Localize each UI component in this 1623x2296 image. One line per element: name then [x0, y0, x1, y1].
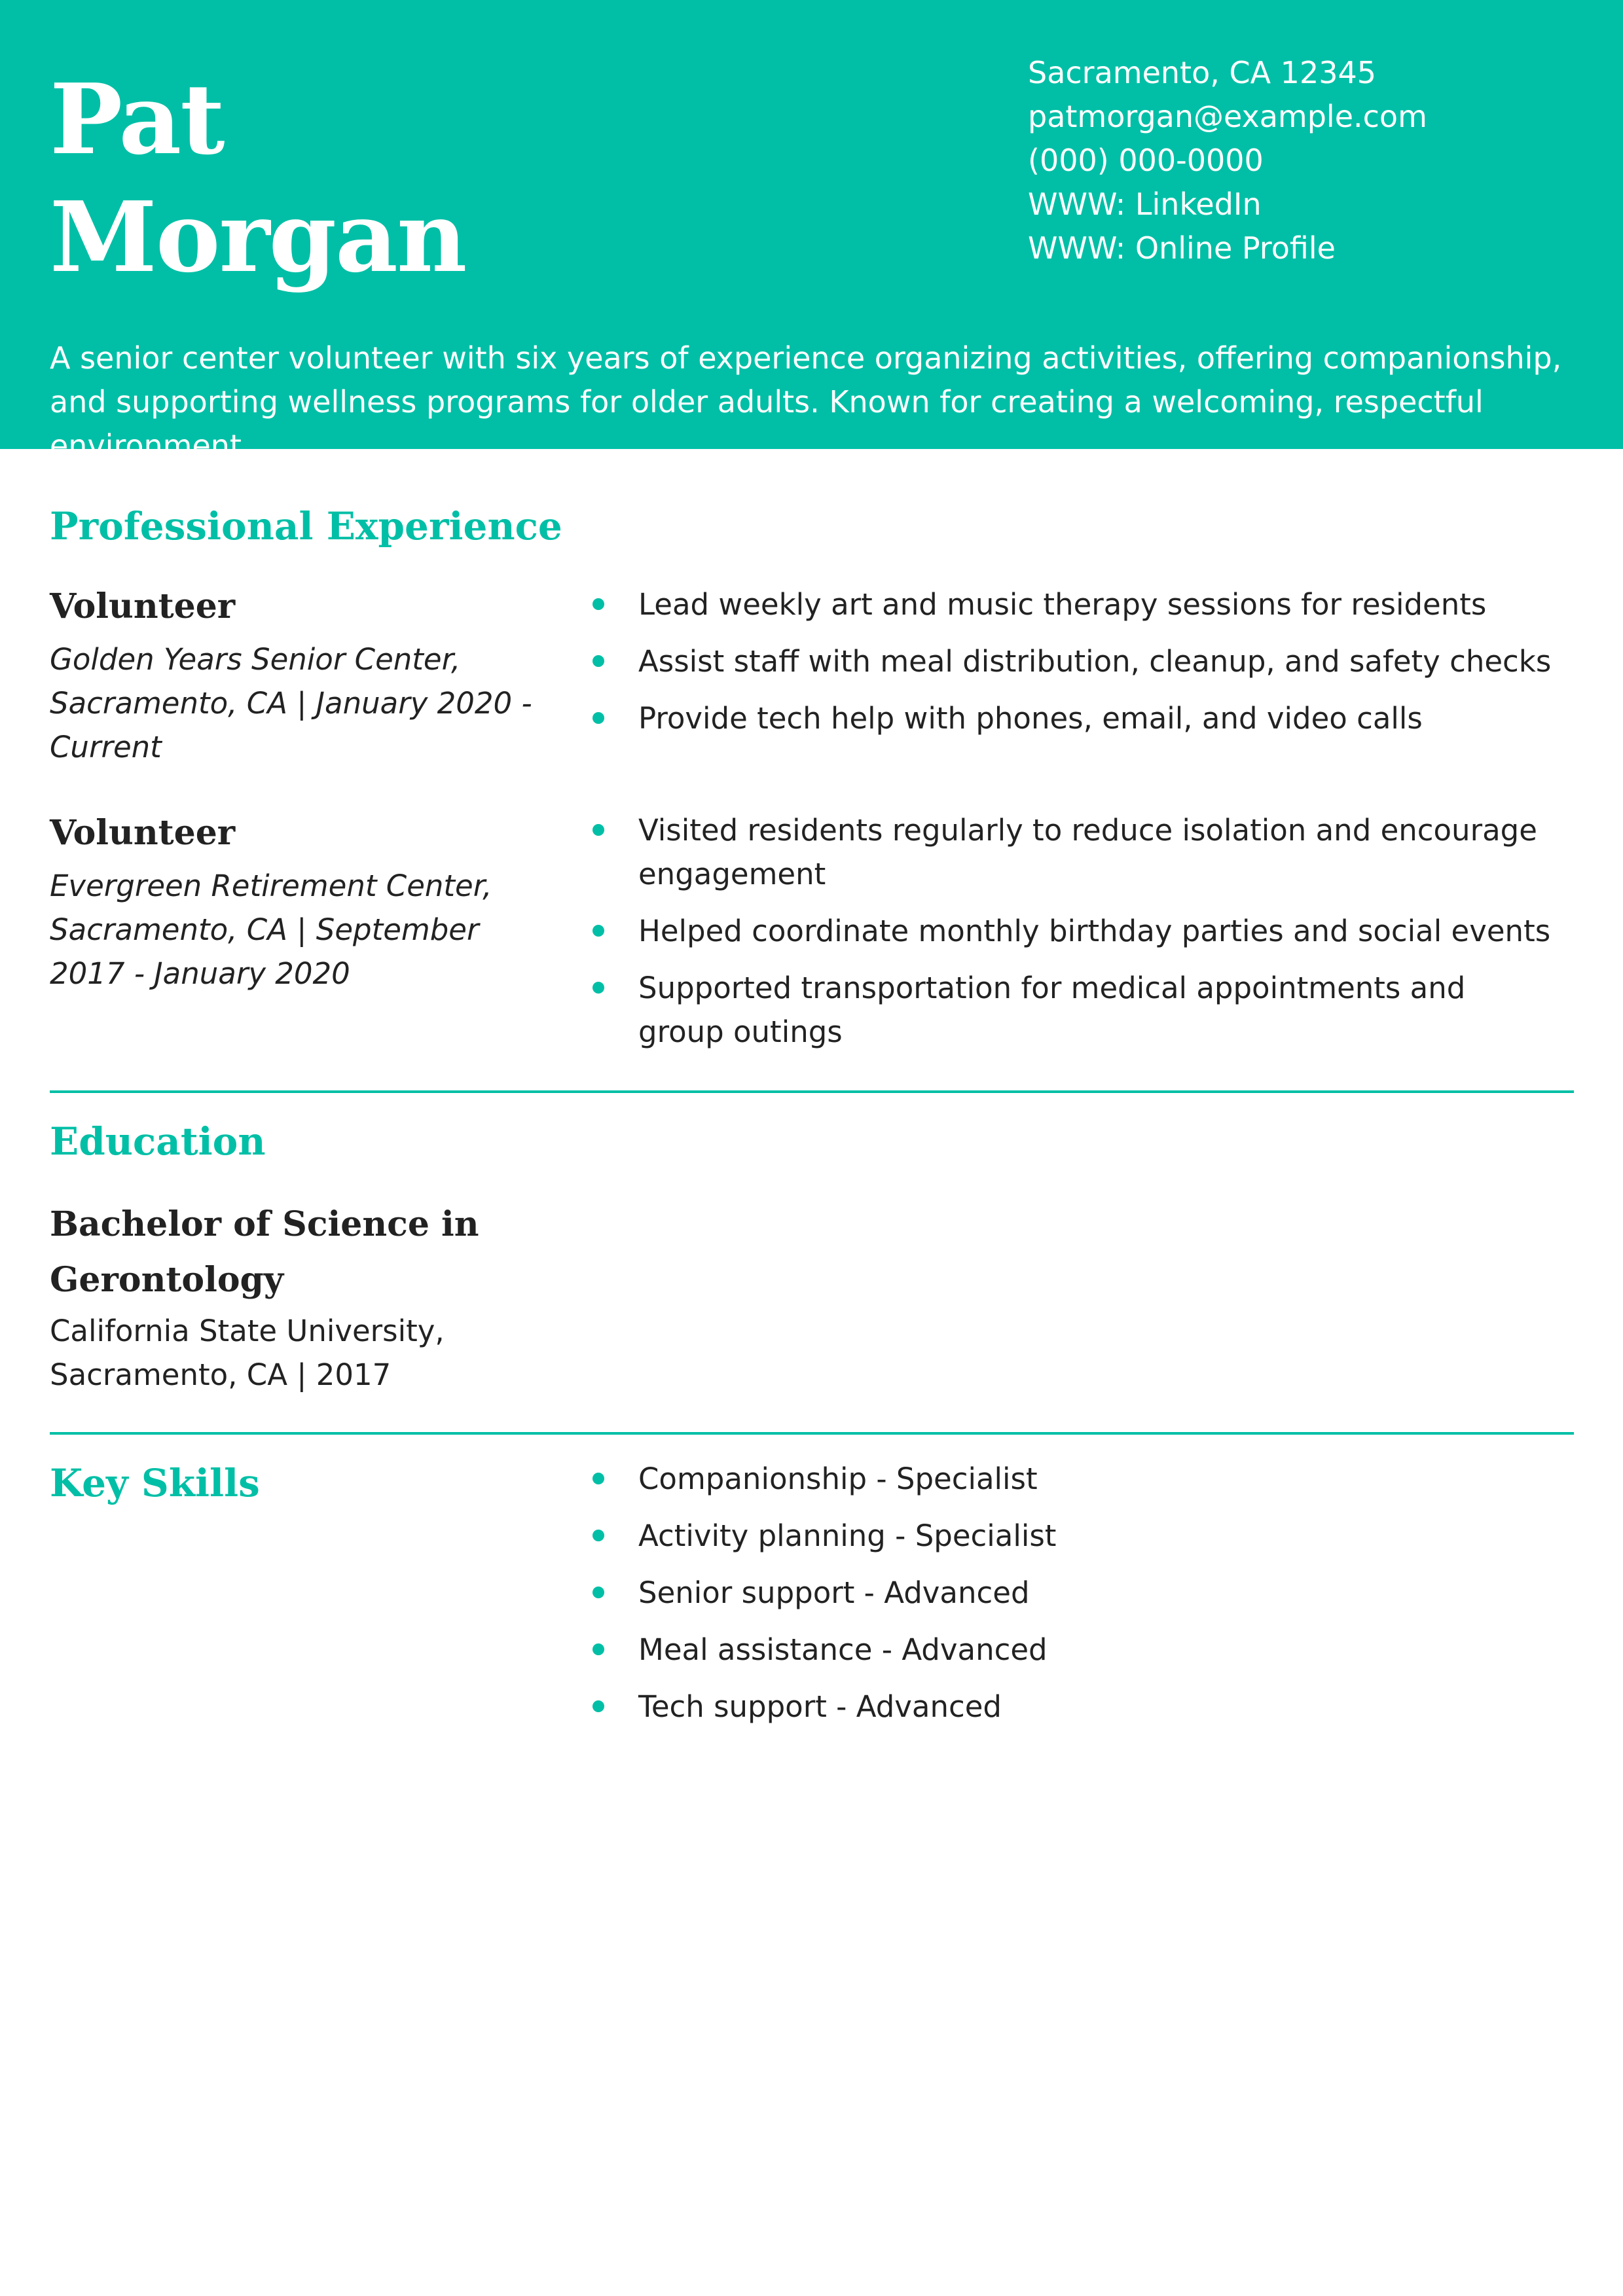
skills-list [589, 1457, 1558, 1742]
list-item: Activity planning - Specialist [589, 1514, 1558, 1558]
candidate-name [50, 60, 466, 296]
section-divider [50, 1432, 1574, 1435]
job-title: Volunteer [50, 586, 236, 626]
job-bullets [589, 808, 1558, 1067]
bullet-dot [593, 1700, 604, 1712]
job-bullets [589, 583, 1558, 753]
bullet-dot [593, 925, 604, 937]
list-item: Supported transportation for medical appointments and group outings [589, 966, 1558, 1054]
list-item: Meal assistance - Advanced [589, 1628, 1558, 1672]
section-title-experience: Professional Experience [50, 504, 562, 548]
job-meta: Golden Years Senior Center, Sacramento, CA | January 2020 - Current [50, 642, 532, 764]
contact-linkedin: WWW: LinkedIn [1028, 187, 1262, 222]
summary: A senior center volunteer with six years of experience organizing activities, offering companionship, and supporting wellness programs for older adults. Known for creating a welcoming, respectful environment. [50, 340, 1562, 463]
bullet-dot [593, 1587, 604, 1598]
list-item: Lead weekly art and music therapy sessions for residents [589, 583, 1558, 626]
section-title-education: Education [50, 1119, 266, 1164]
contact-profile: WWW: Online Profile [1028, 230, 1336, 266]
bullet-dot [593, 712, 604, 724]
contact-email: patmorgan@example.com [1028, 99, 1427, 134]
first-name: Pat [50, 62, 224, 176]
list-item: Visited residents regularly to reduce isolation and encourage engagement [589, 808, 1558, 896]
bullet-dot [593, 1530, 604, 1541]
education-meta: California State University, Sacramento, CA | 2017 [50, 1314, 445, 1392]
bullet-dot [593, 824, 604, 836]
job-title: Volunteer [50, 813, 236, 853]
bullet-dot [593, 655, 604, 667]
resume-header [0, 0, 1623, 463]
job-meta: Evergreen Retirement Center, Sacramento, CA | September 2017 - January 2020 [50, 869, 492, 991]
contact-info [1028, 51, 1427, 270]
list-item: Assist staff with meal distribution, cleanup, and safety checks [589, 639, 1558, 683]
bullet-dot [593, 982, 604, 994]
list-item: Tech support - Advanced [589, 1685, 1558, 1729]
degree-title: Bachelor of Science in Gerontology [50, 1204, 479, 1300]
contact-phone: (000) 000-0000 [1028, 143, 1264, 178]
list-item: Companionship - Specialist [589, 1457, 1558, 1501]
section-title-skills: Key Skills [50, 1461, 260, 1505]
section-divider [50, 1090, 1574, 1093]
list-item: Helped coordinate monthly birthday parties and social events [589, 909, 1558, 953]
bullet-dot [593, 1643, 604, 1655]
list-item: Provide tech help with phones, email, and video calls [589, 696, 1558, 740]
last-name: Morgan [50, 180, 466, 294]
bullet-dot [593, 598, 604, 610]
list-item: Senior support - Advanced [589, 1571, 1558, 1615]
contact-location: Sacramento, CA 12345 [1028, 55, 1377, 90]
bullet-dot [593, 1473, 604, 1484]
